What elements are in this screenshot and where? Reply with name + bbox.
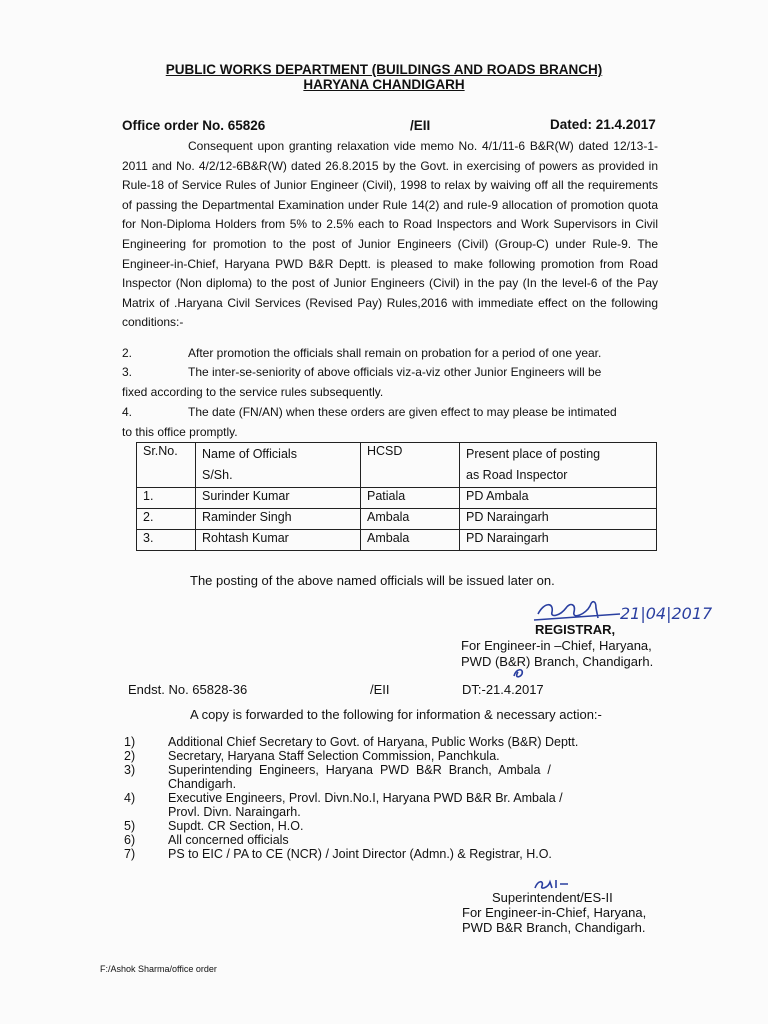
- department-title: PUBLIC WORKS DEPARTMENT (BUILDINGS AND ROADS BRANCH): [165, 62, 603, 77]
- endorsement-date: DT:-21.4.2017: [462, 682, 544, 697]
- condition-3: [122, 365, 658, 379]
- endorsement-intro: A copy is forwarded to the following for information & necessary action:-: [190, 707, 602, 722]
- header-hcsd: HCSD: [361, 443, 460, 488]
- header-posting-line2: as Road Inspector: [466, 468, 568, 482]
- list-number: 1): [124, 735, 136, 749]
- table-row: [137, 509, 657, 530]
- endorsement-number: Endst. No. 65828-36: [128, 682, 248, 697]
- row-name: Surinder Kumar: [196, 488, 361, 509]
- row-hcsd: Ambala: [361, 509, 460, 530]
- list-text: Superintending Engineers, Haryana PWD B&R Branch, Ambala /: [168, 763, 551, 777]
- list-item-cont: Provl. Divn. Naraingarh.: [168, 805, 301, 819]
- body-paragraph: [122, 137, 658, 333]
- order-section: /EII: [410, 118, 431, 133]
- row-sr: 3.: [137, 530, 196, 551]
- condition-text: The date (FN/AN) when these orders are given effect to may please be intimated: [188, 405, 617, 419]
- condition-number: 4.: [122, 405, 133, 419]
- list-number: 6): [124, 833, 136, 847]
- condition-number: 3.: [122, 365, 133, 379]
- header-name: [196, 443, 361, 488]
- posting-note: The posting of the above named officials will be issued later on.: [190, 573, 555, 588]
- list-item-cont: Chandigarh.: [168, 777, 237, 791]
- list-text: Additional Chief Secretary to Govt. of Haryana, Public Works (B&R) Deptt.: [168, 735, 579, 749]
- superintendent-line2: PWD B&R Branch, Chandigarh.: [462, 920, 646, 935]
- table-row: [137, 530, 657, 551]
- registrar-line1: For Engineer-in –Chief, Haryana,: [461, 638, 652, 653]
- condition-3-cont: fixed according to the service rules subsequently.: [122, 385, 384, 399]
- list-number: 7): [124, 847, 136, 861]
- condition-text: The inter-se-seniority of above officials viz-a-viz other Junior Engineers will be: [188, 365, 602, 379]
- officials-table: [136, 442, 657, 551]
- list-text: All concerned officials: [168, 833, 289, 847]
- condition-2: [122, 346, 658, 360]
- list-text: PS to EIC / PA to CE (NCR) / Joint Director (Admn.) & Registrar, H.O.: [168, 847, 552, 861]
- header-name-line1: Name of Officials: [202, 447, 297, 461]
- row-name: Rohtash Kumar: [196, 530, 361, 551]
- row-posting: PD Naraingarh: [460, 509, 657, 530]
- header-posting: [460, 443, 657, 488]
- header-sr: Sr.No.: [137, 443, 196, 488]
- order-date: Dated: 21.4.2017: [550, 117, 656, 132]
- row-posting: PD Ambala: [460, 488, 657, 509]
- list-text: Supdt. CR Section, H.O.: [168, 819, 304, 833]
- table-header-row: [137, 443, 657, 488]
- registrar-title: REGISTRAR,: [535, 622, 616, 637]
- list-number: 5): [124, 819, 136, 833]
- row-hcsd: Patiala: [361, 488, 460, 509]
- condition-number: 2.: [122, 346, 133, 360]
- location-title: HARYANA CHANDIGARH: [303, 77, 465, 92]
- condition-4-cont: to this office promptly.: [122, 425, 238, 439]
- list-text: Secretary, Haryana Staff Selection Commission, Panchkula.: [168, 749, 500, 763]
- registrar-line2: PWD (B&R) Branch, Chandigarh.: [461, 654, 654, 669]
- superintendent-title: Superintendent/ES-II: [492, 890, 613, 905]
- initial-mark: [510, 666, 530, 680]
- condition-text: After promotion the officials shall remain on probation for a period of one year.: [188, 346, 602, 360]
- endorsement-section: /EII: [370, 682, 390, 697]
- list-number: 4): [124, 791, 136, 805]
- body-text: Consequent upon granting relaxation vide memo No. 4/1/11-6 B&R(W) dated 12/13-1-2011 and No. 4/2/12-6B&R(W) dated 26.8.2015 by the Govt. in exercising of powers as provided in Rule-18 of Service Rules of Junior Engineer (Civil), 1998 to relax by waiving off all the requirements of passing the Departmental Examination under Rule 14(2) and rule-9 allocation of promotion quota for Non-Diploma Holders from 5% to 2.5% each to Road Inspectors and Work Supervisors in Civil Engineering for promotion to the post of Junior Engineers (Civil) (Group-C) under Rule-9. The Engineer-in-Chief, Haryana PWD B&R Deptt. is pleased to make following promotion from Road Inspector (Non diploma) to the post of Junior Engineers (Civil) in the pay (In the level-6 of the Pay Matrix of .Haryana Civil Services (Revised Pay) Rules,2016 with immediate effect on the following conditions:-: [122, 139, 658, 330]
- row-posting: PD Naraingarh: [460, 530, 657, 551]
- header-name-line2: S/Sh.: [202, 468, 233, 482]
- header-posting-line1: Present place of posting: [466, 447, 601, 461]
- row-hcsd: Ambala: [361, 530, 460, 551]
- row-sr: 2.: [137, 509, 196, 530]
- row-sr: 1.: [137, 488, 196, 509]
- recipient-list: [124, 735, 684, 865]
- order-number: Office order No. 65826: [122, 118, 266, 133]
- table-row: [137, 488, 657, 509]
- list-number: 3): [124, 763, 136, 777]
- condition-4: [122, 405, 658, 419]
- footer-path: F:/Ashok Sharma/office order: [100, 964, 217, 974]
- superintendent-line1: For Engineer-in-Chief, Haryana,: [462, 905, 647, 920]
- list-text: Executive Engineers, Provl. Divn.No.I, Haryana PWD B&R Br. Ambala /: [168, 791, 563, 805]
- list-number: 2): [124, 749, 136, 763]
- row-name: Raminder Singh: [196, 509, 361, 530]
- handwritten-date: 21|04|2017: [620, 604, 713, 623]
